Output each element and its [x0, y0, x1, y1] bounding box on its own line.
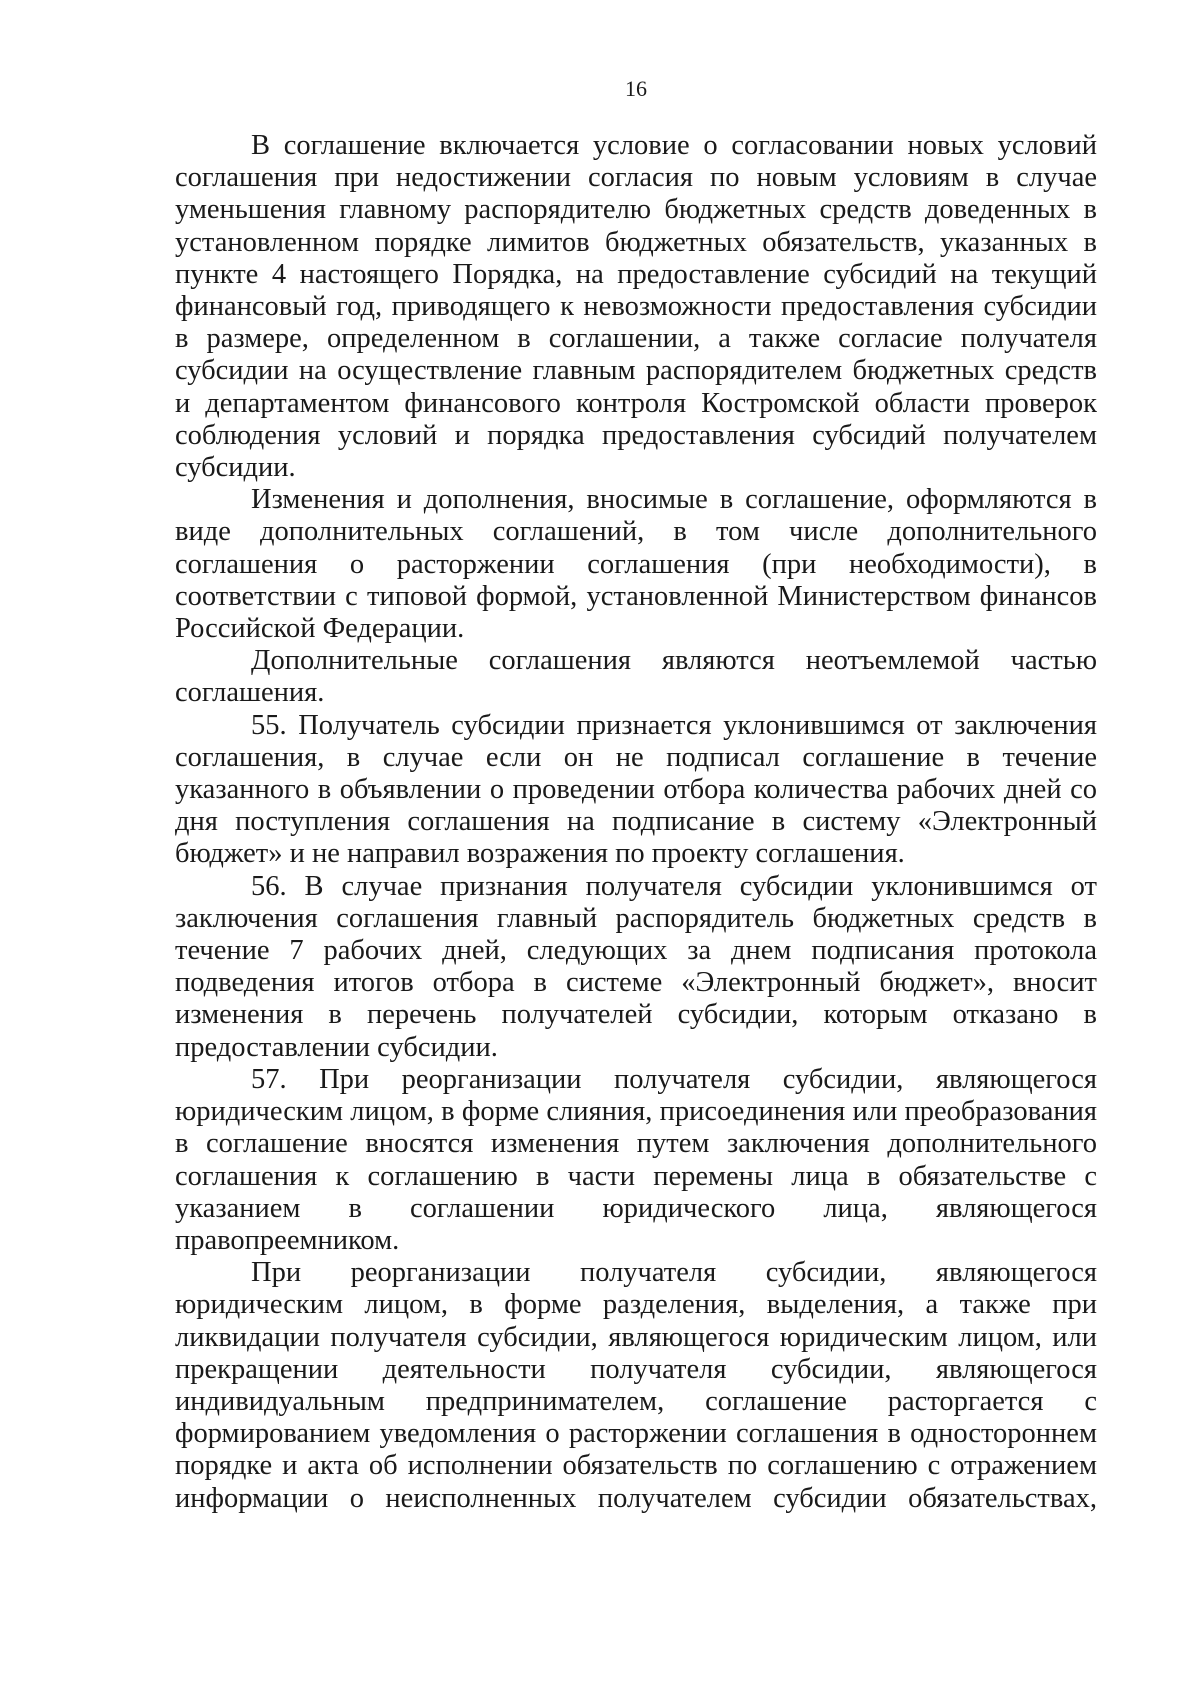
paragraph-agreement-conditions: В соглашение включается условие о согласовании новых условий соглашения при недостижении согласия по новым условиям в случае уменьшения главному распорядителю бюджетных средств доведенных в установленном порядке лимитов бюджетных обязательств, указанных в пункте 4 настоящего Порядка, на предоставление субсидий на текущий финансовый год, приводящего к невозможности предоставления субсидии в размере, определенном в соглашении, а также согласие получателя субсидии на осуществление главным распорядителем бюджетных средств и департаментом финансового контроля Костромской области проверок соблюдения условий и порядка предоставления субсидий получателем субсидии. — [175, 130, 1097, 484]
paragraph-additional-agreements: Дополнительные соглашения являются неотъемлемой частью соглашения. — [175, 645, 1097, 709]
document-body — [175, 130, 1097, 1515]
page-number: 16 — [625, 76, 647, 101]
paragraph-item-57: 57. При реорганизации получателя субсидии, являющегося юридическим лицом, в форме слияния, присоединения или преобразования в соглашение вносятся изменения путем заключения дополнительного соглашения к соглашению в части перемены лица в обязательстве с указанием в соглашении юридического лица, являющегося правопреемником. — [175, 1063, 1097, 1256]
paragraph-item-55: 55. Получатель субсидии признается уклонившимся от заключения соглашения, в случае если он не подписал соглашение в течение указанного в объявлении о проведении отбора количества рабочих дней со дня поступления соглашения на подписание в систему «Электронный бюджет» и не направил возражения по проекту соглашения. — [175, 709, 1097, 870]
paragraph-reorganization: При реорганизации получателя субсидии, являющегося юридическим лицом, в форме разделения, выделения, а также при ликвидации получателя субсидии, являющегося юридическим лицом, или прекращении деятельности получателя субсидии, являющегося индивидуальным предпринимателем, соглашение расторгается с формированием уведомления о расторжении соглашения в одностороннем порядке и акта об исполнении обязательств по соглашению с отражением информации о неисполненных получателем субсидии обязательствах, — [175, 1257, 1097, 1514]
paragraph-amendments: Изменения и дополнения, вносимые в соглашение, оформляются в виде дополнительных соглашений, в том числе дополнительного соглашения о расторжении соглашения (при необходимости), в соответствии с типовой формой, установленной Министерством финансов Российской Федерации. — [175, 484, 1097, 645]
paragraph-item-56: 56. В случае признания получателя субсидии уклонившимся от заключения соглашения главный распорядитель бюджетных средств в течение 7 рабочих дней, следующих за днем подписания протокола подведения итогов отбора в системе «Электронный бюджет», вносит изменения в перечень получателей субсидии, которым отказано в предоставлении субсидии. — [175, 870, 1097, 1063]
